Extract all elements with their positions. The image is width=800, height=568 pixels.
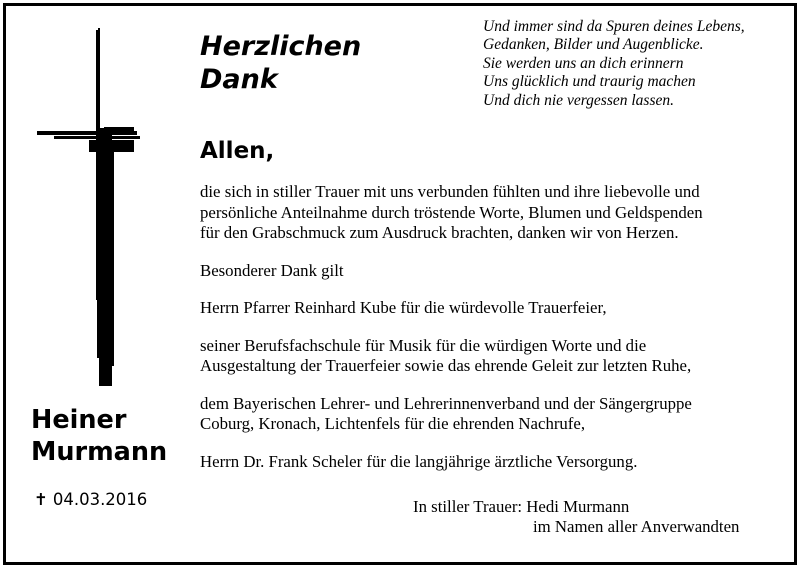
death-date-line	[34, 490, 147, 509]
association-line: dem Bayerischen Lehrer- und Lehrerinnenverband und der Sängergruppe	[200, 393, 692, 413]
poem-line: Uns glücklich und traurig machen	[483, 73, 696, 91]
cross-icon	[34, 28, 144, 390]
deceased-first-name: Heiner	[31, 405, 127, 435]
signature	[413, 497, 739, 537]
signature-line-1: In stiller Trauer: Hedi Murmann	[413, 497, 630, 516]
poem	[483, 18, 745, 110]
special-thanks-line: Besonderer Dank gilt	[200, 260, 344, 280]
body-text	[200, 182, 780, 489]
school-line: Ausgestaltung der Trauerfeier sowie das ehrende Geleit zur letzten Ruhe,	[200, 356, 692, 375]
heading-line-1: Herzlichen	[200, 31, 362, 62]
death-date: 04.03.2016	[52, 490, 148, 509]
thanks-school	[200, 336, 780, 377]
signature-line-2: im Namen aller Anverwandten	[533, 517, 740, 536]
school-line: seiner Berufsfachschule für Musik für die würdigen Worte und die	[200, 335, 647, 355]
thanks-pastor: Herrn Pfarrer Reinhard Kube für die würdevolle Trauerfeier,	[200, 298, 607, 317]
thanks-association	[200, 394, 780, 435]
poem-line: Und immer sind da Spuren deines Lebens,	[483, 18, 745, 35]
intro-line: die sich in stiller Trauer mit uns verbunden fühlten und ihre liebevolle und	[200, 182, 700, 201]
thanks-doctor: Herrn Dr. Frank Scheler für die langjährige ärztliche Versorgung.	[200, 451, 638, 471]
salutation: Allen,	[200, 138, 275, 164]
heading-line-2: Dank	[200, 64, 278, 95]
poem-line: Und dich nie vergessen lassen.	[483, 91, 674, 109]
poem-line: Gedanken, Bilder und Augenblicke.	[483, 36, 704, 54]
deceased-name	[31, 404, 167, 468]
thanks-heading	[200, 30, 361, 96]
deceased-last-name: Murmann	[31, 437, 168, 467]
poem-line: Sie werden uns an dich erinnern	[483, 54, 684, 72]
intro-line: persönliche Anteilnahme durch tröstende Worte, Blumen und Geldspenden	[200, 202, 703, 222]
intro-line: für den Grabschmuck zum Ausdruck brachten, danken wir von Herzen.	[200, 223, 679, 242]
association-line: Coburg, Kronach, Lichtenfels für die ehrenden Nachrufe,	[200, 414, 586, 433]
dagger-icon: ✝	[34, 490, 48, 509]
intro-paragraph	[200, 182, 780, 244]
